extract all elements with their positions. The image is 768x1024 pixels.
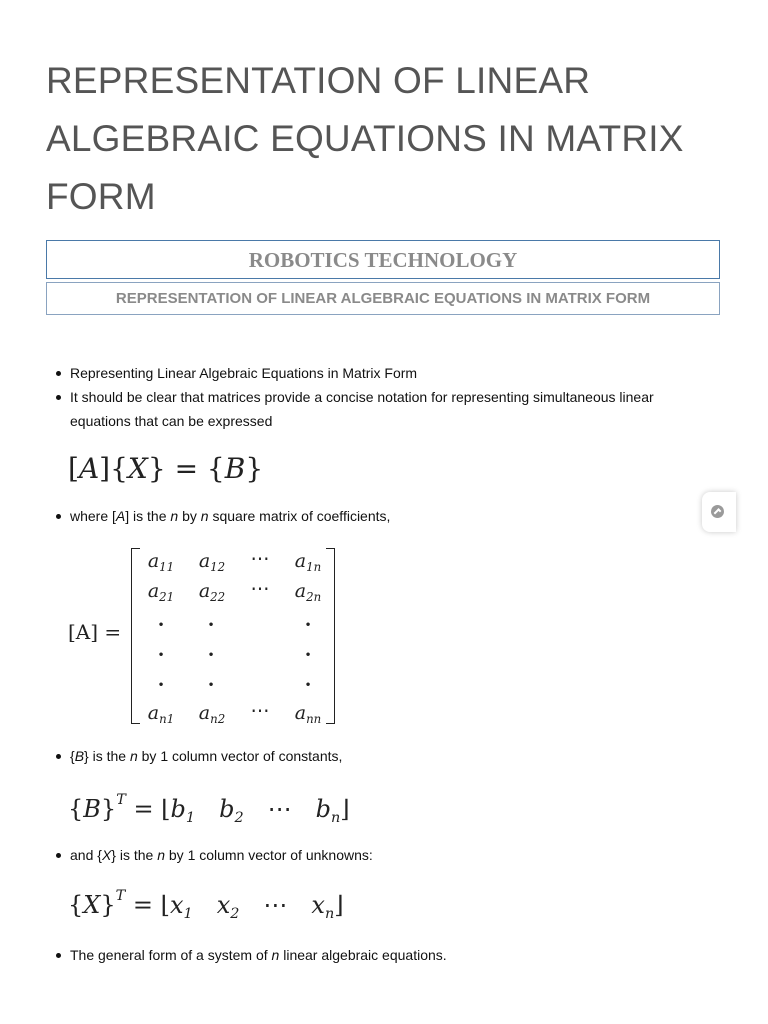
matrix-ellipsis: ⋯ [250, 548, 270, 570]
eq-var-x: X [127, 452, 148, 485]
matrix-cell: $a_{nn}$ [294, 702, 322, 727]
matrix-cell: $a_{22}$ [198, 580, 226, 605]
page-title: REPRESENTATION OF LINEAR ALGEBRAIC EQUATIONS IN MATRIX FORM [46, 60, 684, 217]
matrix-cell: $a_{n1}$ [147, 702, 175, 727]
matrix-dot: · [157, 674, 165, 696]
matrix-cell: $a_{11}$ [147, 550, 175, 575]
list-item: {B} is the n by 1 column vector of constants, [52, 744, 702, 768]
bullet-list-intro [52, 361, 702, 433]
list-item: and {X} is the n by 1 column vector of unknowns: [52, 843, 702, 867]
eq-var-b: B [224, 452, 246, 485]
matrix-label: [A] = [68, 620, 122, 644]
matrix-dot: · [304, 644, 312, 666]
matrix-dot: · [304, 614, 312, 636]
matrix-dot: · [304, 674, 312, 696]
arrow-circle-icon [711, 505, 724, 518]
equation-x-transpose: $\{X\}^T$ = $⌊x_1$ $x_2$ ⋯ $x_n⌋$ [68, 888, 344, 922]
bullet-list-b [52, 744, 702, 768]
matrix-dot: · [207, 614, 215, 636]
matrix-right-bracket [326, 548, 335, 724]
matrix-cell: $a_{12}$ [198, 550, 226, 575]
matrix-cell: $a_{n2}$ [198, 702, 226, 727]
bullet-list-a [52, 504, 702, 528]
matrix-ellipsis: ⋯ [250, 700, 270, 722]
coefficient-matrix [68, 544, 358, 730]
matrix-dot: · [157, 614, 165, 636]
matrix-cell: $a_{2n}$ [294, 580, 322, 605]
matrix-dot: · [207, 674, 215, 696]
floating-side-button[interactable] [702, 492, 736, 532]
list-item: Representing Linear Algebraic Equations in Matrix Form [52, 361, 702, 385]
equation-b-transpose: $\{B\}^T$ = $⌊b_1$ $b_2$ ⋯ $b_n⌋$ [68, 792, 350, 826]
eq-var-a: A [78, 452, 100, 485]
bullet-list-general [52, 943, 702, 967]
list-item: The general form of a system of n linear algebraic equations. [52, 943, 702, 967]
site-name-banner[interactable]: ROBOTICS TECHNOLOGY [46, 240, 720, 279]
bullet-list-x [52, 843, 702, 867]
matrix-dot: · [157, 644, 165, 666]
matrix-cell: $a_{1n}$ [294, 550, 322, 575]
matrix-dot: · [207, 644, 215, 666]
list-item: where [A] is the n by n square matrix of coefficients, [52, 504, 702, 528]
matrix-cell: $a_{21}$ [147, 580, 175, 605]
equation-main: [A]{X} = {B} [68, 452, 264, 485]
matrix-left-bracket [131, 548, 140, 724]
matrix-ellipsis: ⋯ [250, 578, 270, 600]
list-item: It should be clear that matrices provide a concise notation for representing simultaneous linear equations that can be expressed [52, 385, 702, 433]
post-subtitle-banner: REPRESENTATION OF LINEAR ALGEBRAIC EQUATIONS IN MATRIX FORM [46, 282, 720, 315]
